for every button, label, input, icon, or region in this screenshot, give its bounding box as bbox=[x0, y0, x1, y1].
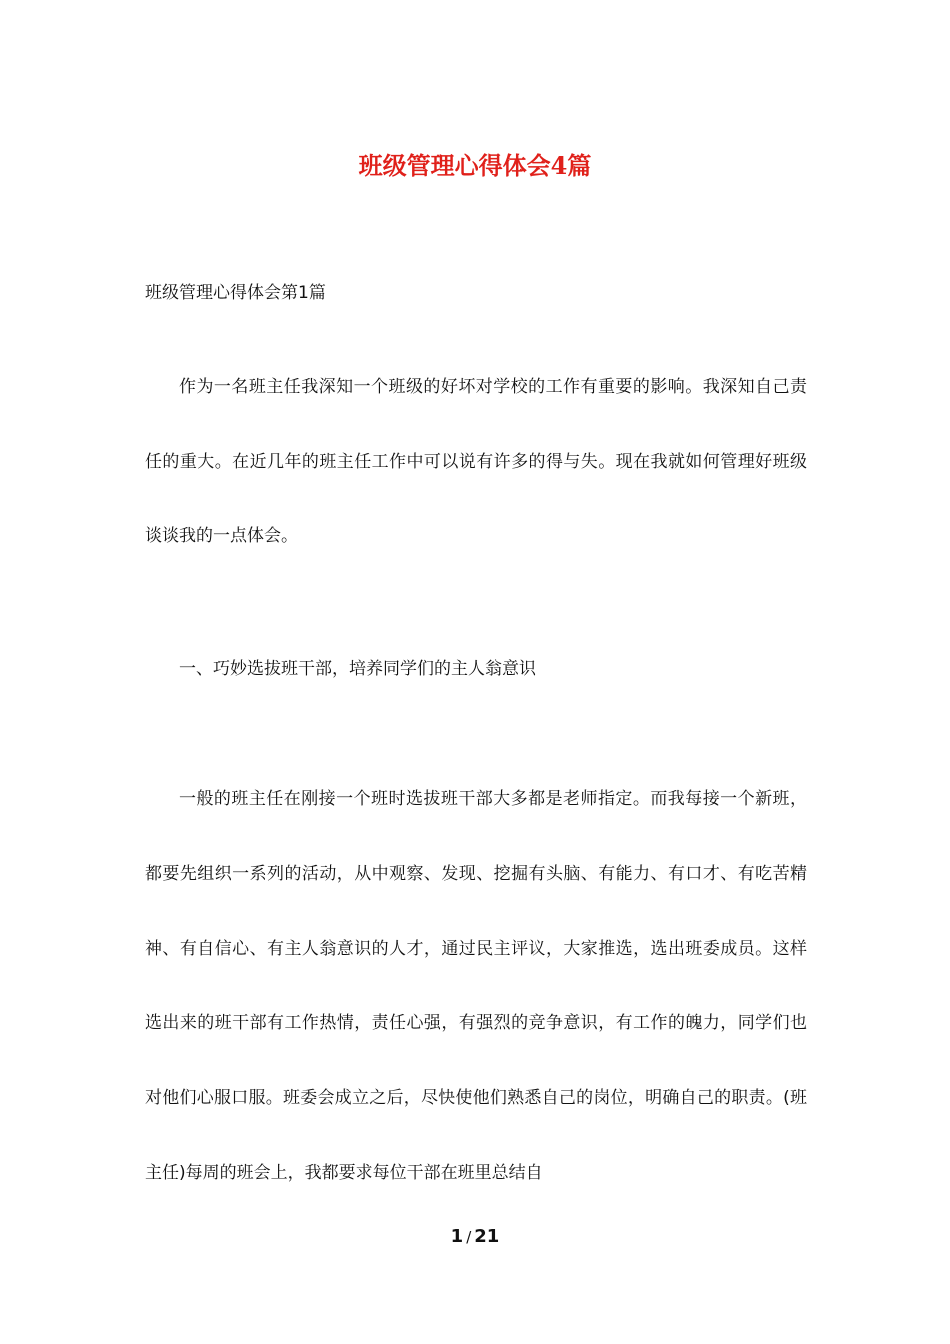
section-heading: 班级管理心得体会第1篇 bbox=[145, 283, 326, 303]
page-separator: / bbox=[466, 1228, 472, 1246]
page-number bbox=[0, 1222, 950, 1252]
paragraph-subheading: 一、巧妙选拔班干部，培养同学们的主人翁意识 bbox=[179, 659, 536, 679]
paragraph-intro: 作为一名班主任我深知一个班级的好坏对学校的工作有重要的影响。我深知自己责任的重大。在近几年的班主任工作中可以说有许多的得与失。现在我就如何管理好班级谈谈我的一点体会。 bbox=[145, 377, 807, 546]
paragraph-body: 一般的班主任在刚接一个班时选拔班干部大多都是老师指定。而我每接一个新班，都要先组织一系列的活动，从中观察、发现、挖掘有头脑、有能力、有口才、有吃苦精神、有自信心、有主人翁意识的人才，通过民主评议，大家推选，选出班委成员。这样选出来的班干部有工作热情，责任心强，有强烈的竞争意识，有工作的魄力，同学们也对他们心服口服。班委会成立之后，尽快使他们熟悉自己的岗位，明确自己的职责。(班主任)每周的班会上，我都要求每位干部在班里总结自 bbox=[145, 789, 807, 1183]
document-title: 班级管理心得体会4篇 bbox=[358, 151, 592, 180]
total-pages: 21 bbox=[474, 1226, 500, 1247]
current-page: 1 bbox=[450, 1226, 464, 1247]
